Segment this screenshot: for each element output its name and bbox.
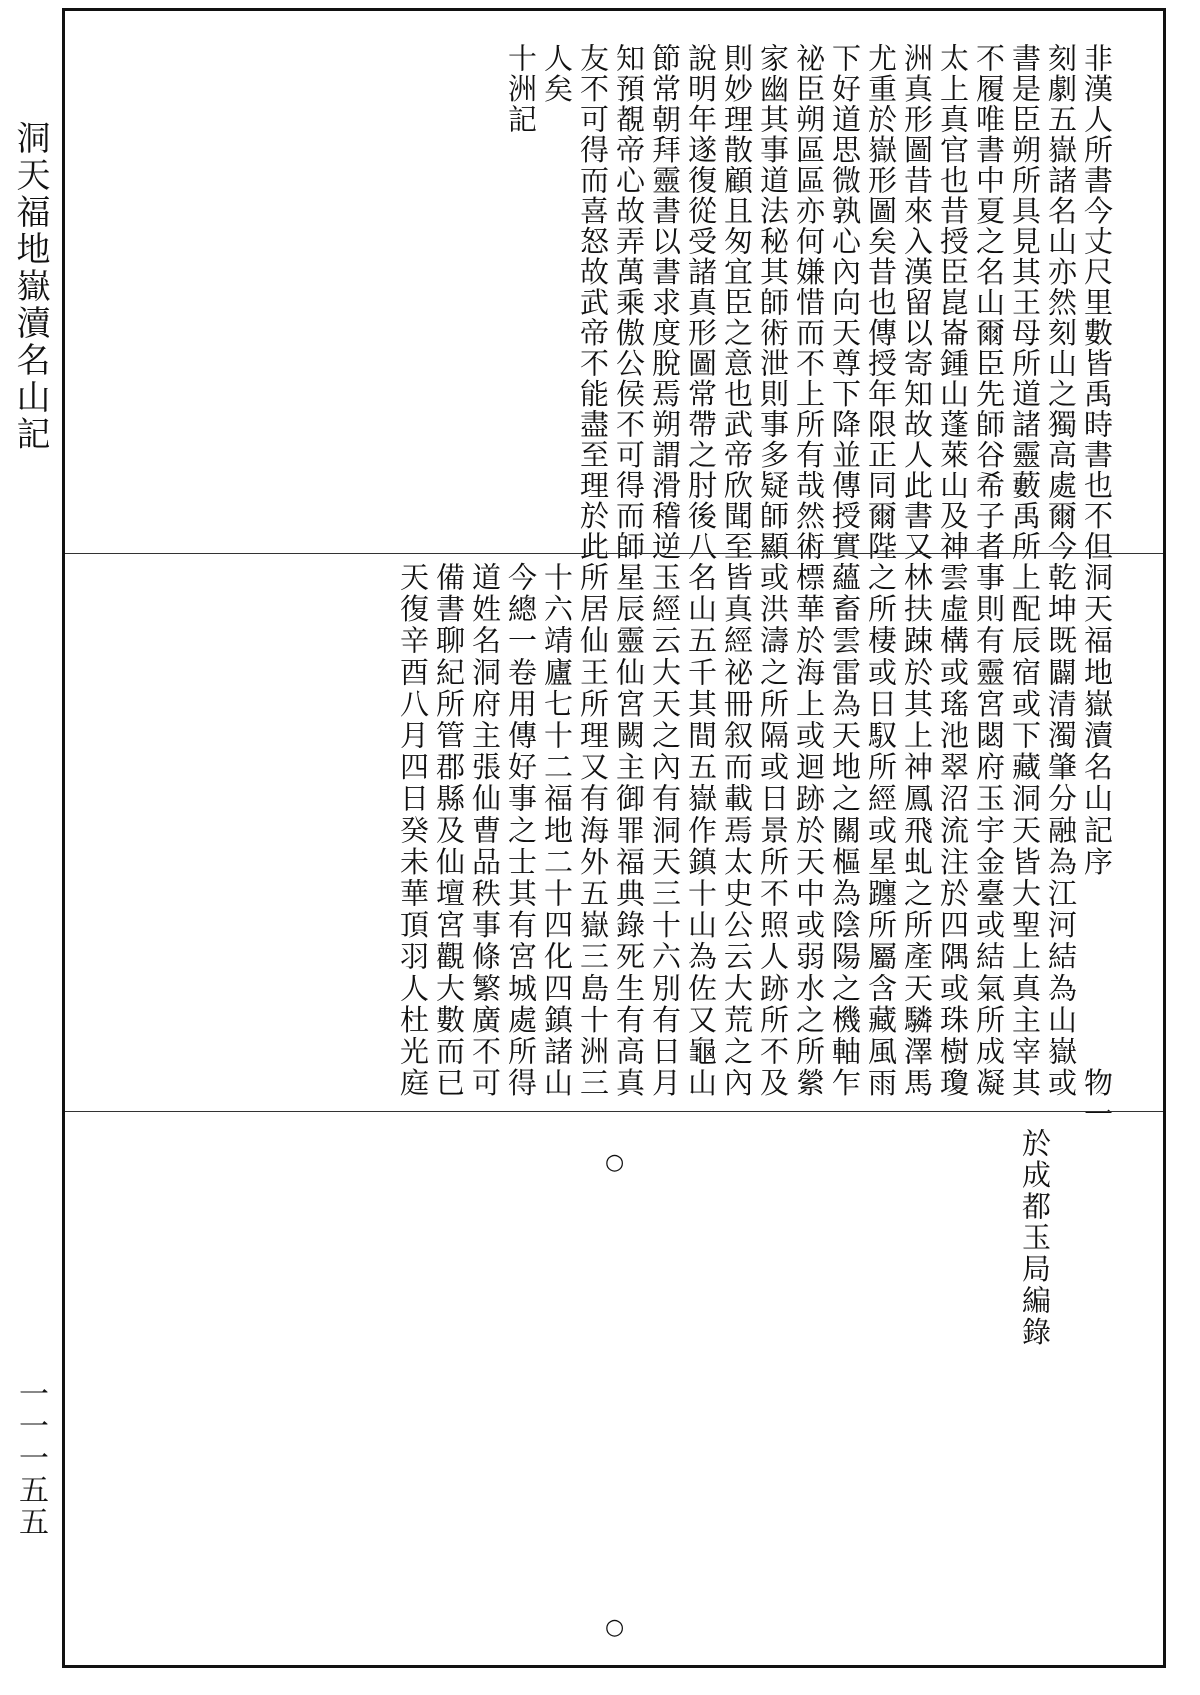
text-column: 書是臣朔所具見其王母所道諸靈藪禹所 <box>1008 43 1042 562</box>
text-column: 則妙理散顧且匆宜臣之意也武帝欣聞至 <box>720 43 754 562</box>
text-column: 非漢人所書今丈尺里數皆禹時書也不但 <box>1080 43 1114 562</box>
text-column: 道姓名洞府主張仙曹品秩事條繁廣不可 <box>468 562 502 1100</box>
text-column: 雲虛構或瑤池翠沼流注於四隅或珠樹瓊 <box>936 562 970 1100</box>
text-column: 玉經云大天之內有洞天三十六別有日月 <box>648 562 682 1100</box>
text-column: 十洲記 <box>504 43 538 135</box>
middle-panel <box>65 554 1163 1131</box>
bottom-panel <box>65 1112 1163 1668</box>
text-column: 皆真經祕冊叙而載焉太史公云大荒之內 <box>720 562 754 1100</box>
text-column: 備書聊紀所管郡縣及仙壇宮觀大數而已 <box>432 562 466 1100</box>
text-column: 所居仙王所理又有海外五嶽三島十洲三 <box>576 562 610 1100</box>
text-column: 不履唯書中夏之名山爾臣先師谷希子者 <box>972 43 1006 562</box>
text-column: 友不可得而喜怒故武帝不能盡至理於此 <box>576 43 610 562</box>
text-column: 洲真形圖昔來入漢留以寄知故人此書又 <box>900 43 934 562</box>
text-column: 林扶踈於其上神鳳飛虬之所產天驎澤馬 <box>900 562 934 1100</box>
text-column: 太上真官也昔授臣崑崙鍾山蓬萊山及神 <box>936 43 970 562</box>
text-column: 乾坤既闢清濁肇分融為江河結為山嶽或 <box>1044 562 1078 1100</box>
text-column: 節常朝拜靈書以書求度脫焉朔謂滑稽逆 <box>648 43 682 562</box>
middle-panel-text <box>395 562 1115 1131</box>
text-column: 於成都玉局編錄 <box>1018 1128 1052 1348</box>
text-column: 尤重於嶽形圖矣昔也傳授年限正同爾陛 <box>864 43 898 562</box>
text-column: 家幽其事道法秘其師術泄則事多疑師顯 <box>756 43 790 562</box>
side-page-number: 一一一五五 <box>13 1378 48 1538</box>
text-column: 名山五千其間五嶽作鎮十山為佐又龜山 <box>684 562 718 1100</box>
top-panel <box>65 11 1163 562</box>
text-column: 下好道思微孰心內向天尊下降並傳授實 <box>828 43 862 562</box>
text-column: 天復辛酉八月四日癸未華頂羽人杜光庭 <box>396 562 430 1100</box>
side-book-title: 洞天福地嶽瀆名山記 <box>10 120 50 453</box>
text-column: 人矣 <box>540 43 574 104</box>
text-column: 十六靖廬七十二福地二十四化四鎮諸山 <box>540 562 574 1100</box>
text-column: 標華於海上或迴跡於天中或弱水之所縈 <box>792 562 826 1100</box>
circle-mark: ○ <box>605 1150 625 1175</box>
text-column: 刻劇五嶽諸名山亦然刻山之獨高處爾今 <box>1044 43 1078 562</box>
text-column: 蘊畜雲雷為天地之關樞為陰陽之機軸乍 <box>828 562 862 1100</box>
text-column: 上配辰宿或下藏洞天皆大聖上真主宰其 <box>1008 562 1042 1100</box>
top-panel-text <box>431 43 1115 562</box>
preface-title: 洞天福地嶽瀆名山記序 物一 <box>1080 562 1114 1131</box>
text-column: 或洪濤之所隔或日景所不照人跡所不及 <box>756 562 790 1100</box>
text-column: 之所棲或日馭所經或星躔所屬含藏風雨 <box>864 562 898 1100</box>
text-column: 說明年遂復從受諸真形圖常帶之肘後八 <box>684 43 718 562</box>
text-column: 知預覩帝心故弄萬乘傲公侯不可得而師 <box>612 43 646 562</box>
page-frame <box>62 8 1166 1668</box>
text-column: 事則有靈宮閟府玉宇金臺或結氣所成凝 <box>972 562 1006 1100</box>
bottom-panel-text <box>1017 1128 1053 1448</box>
text-column: 星辰靈仙宮闕主御罪福典錄死生有高真 <box>612 562 646 1100</box>
circle-mark: ○ <box>605 1615 625 1640</box>
text-column: 祕臣朔區區亦何嫌惜而不上所有哉然術 <box>792 43 826 562</box>
text-column: 今總一卷用傳好事之士其有宮城處所得 <box>504 562 538 1100</box>
